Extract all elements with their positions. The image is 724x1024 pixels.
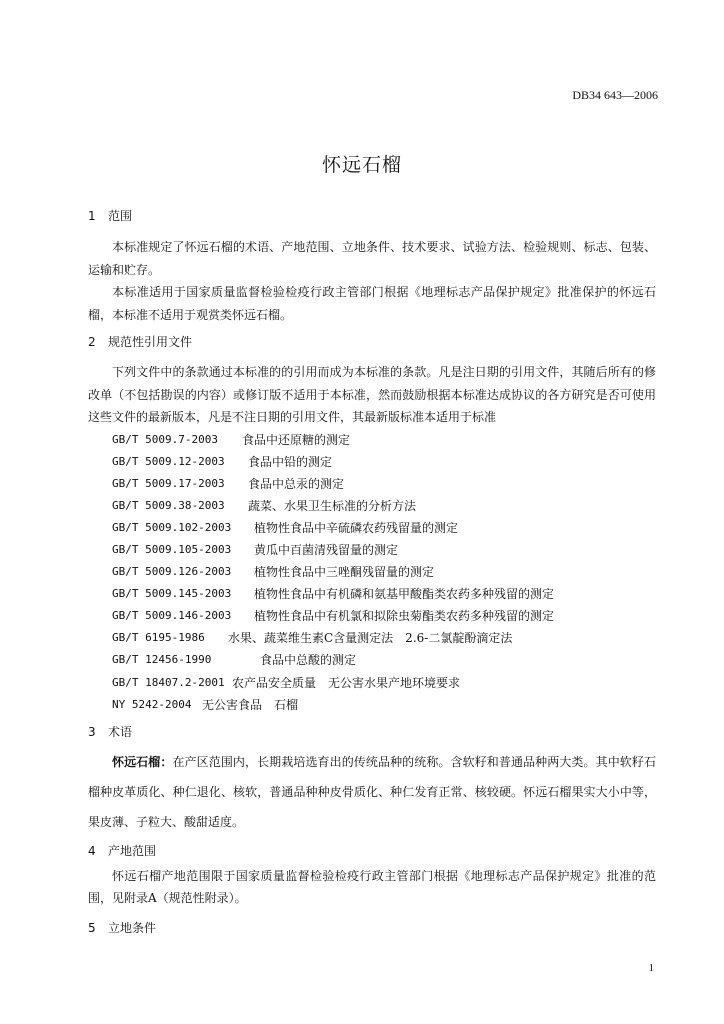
term-name: 怀远石榴： [112,754,173,769]
reference-item [88,627,656,649]
term-text: 在产区范围内，长期栽培选育出的传统品种的统称。含软籽和普通品种两大类。其中软籽石榴种皮革质化、种仁退化、核软，普通品种种皮骨质化、种仁发育正常、核较硬。怀远石榴果实大小中等，果皮薄、子粒大、酸甜适度。 [88,754,656,829]
document-body [88,206,656,938]
reference-item [88,649,656,671]
reference-code: GB/T 6195-1986 [112,631,205,645]
page-number: 1 [648,962,654,974]
reference-item [88,605,656,627]
reference-title: 食品中总酸的测定 [260,653,357,668]
section-number: 1 [88,209,96,223]
reference-code: GB/T 5009.105-2003 [112,542,232,556]
scope-paragraph-2: 本标准适用于国家质量监督检验检疫行政主管部门根据《地理标志产品保护规定》批准保护的怀远石榴，本标准不适用于观赏类怀远石榴。 [88,285,656,322]
reference-item [88,451,656,473]
reference-title: 植物性食品中辛硫磷农药残留量的测定 [254,520,459,535]
reference-item [88,672,656,694]
section-number: 3 [88,724,96,739]
reference-item [88,583,656,605]
reference-item [88,495,656,517]
reference-code: GB/T 18407.2-2001 [112,675,225,689]
reference-title: 植物性食品中三唑酮残留量的测定 [254,565,435,580]
reference-title: 食品中总汞的测定 [248,476,345,491]
reference-title: 植物性食品中有机磷和氨基甲酸酯类农药多种残留的测定 [254,587,555,602]
reference-code: NY 5242-2004 [112,697,192,711]
section-title: 范围 [108,209,133,223]
section-title: 立地条件 [108,920,157,935]
reference-item [88,473,656,495]
scope-paragraph-1: 本标准规定了怀远石榴的术语、产地范围、立地条件、技术要求、试验方法、检验规则、标志、包装、运输和贮存。 [88,240,656,277]
reference-title: 黄瓜中百菌清残留量的测定 [254,542,399,557]
reference-code: GB/T 5009.126-2003 [112,565,232,579]
reference-code: GB/T 5009.146-2003 [112,609,232,623]
document-number: DB34 643—2006 [572,88,658,102]
reference-item [88,694,656,716]
section-2-heading [88,332,656,352]
reference-code: GB/T 5009.102-2003 [112,520,232,534]
section-number: 2 [88,335,96,349]
references-intro-paragraph: 下列文件中的条款通过本标准的的引用而成为本标准的条款。凡是注日期的引用文件，其随后所有的修改单（不包括勘误的内容）或修订版不适用于本标准，然而鼓励根据本标准达成协议的各方研究是否可使用这些文件的最新版本，凡是不注日期的引用文件，其最新版标准本适用于标准 [88,365,656,424]
page-title: 怀远石榴 [321,154,402,176]
section-title: 产地范围 [108,843,157,858]
reference-title: 农产品安全质量 无公害水果产地环境要求 [232,675,461,690]
section-number: 4 [88,843,96,858]
section-5-heading [88,918,656,938]
reference-title: 无公害食品 石榴 [202,697,299,712]
reference-code: GB/T 5009.12-2003 [112,454,225,468]
term-definition [88,747,656,837]
reference-code: GB/T 12456-1990 [112,653,212,667]
section-4-heading [88,841,656,861]
reference-item [88,517,656,539]
reference-title: 植物性食品中有机氯和拟除虫菊酯类农药多种残留的测定 [254,609,555,624]
reference-code: GB/T 5009.17-2003 [112,476,225,490]
reference-list [88,429,656,716]
reference-title: 食品中还原糖的测定 [242,432,351,447]
reference-item [88,429,656,451]
section-number: 5 [88,920,96,935]
reference-code: GB/T 5009.38-2003 [112,498,225,512]
origin-area-paragraph: 怀远石榴产地范围限于国家质量监督检验检疫行政主管部门根据《地理标志产品保护规定》批准的范围，见附录A（规范性附录）。 [88,868,656,906]
section-1-heading [88,206,656,226]
reference-item [88,561,656,583]
section-3-heading [88,722,656,742]
section-title: 术语 [108,724,133,739]
reference-title: 食品中铅的测定 [248,454,333,469]
section-title: 规范性引用文件 [108,335,193,349]
reference-title: 水果、蔬菜维生素C含量测定法 2.6-二氯靛酚滴定法 [228,631,513,646]
reference-item [88,539,656,561]
reference-code: GB/T 5009.145-2003 [112,587,232,601]
reference-code: GB/T 5009.7-2003 [112,432,218,446]
reference-title: 蔬菜、水果卫生标准的分析方法 [248,498,417,513]
